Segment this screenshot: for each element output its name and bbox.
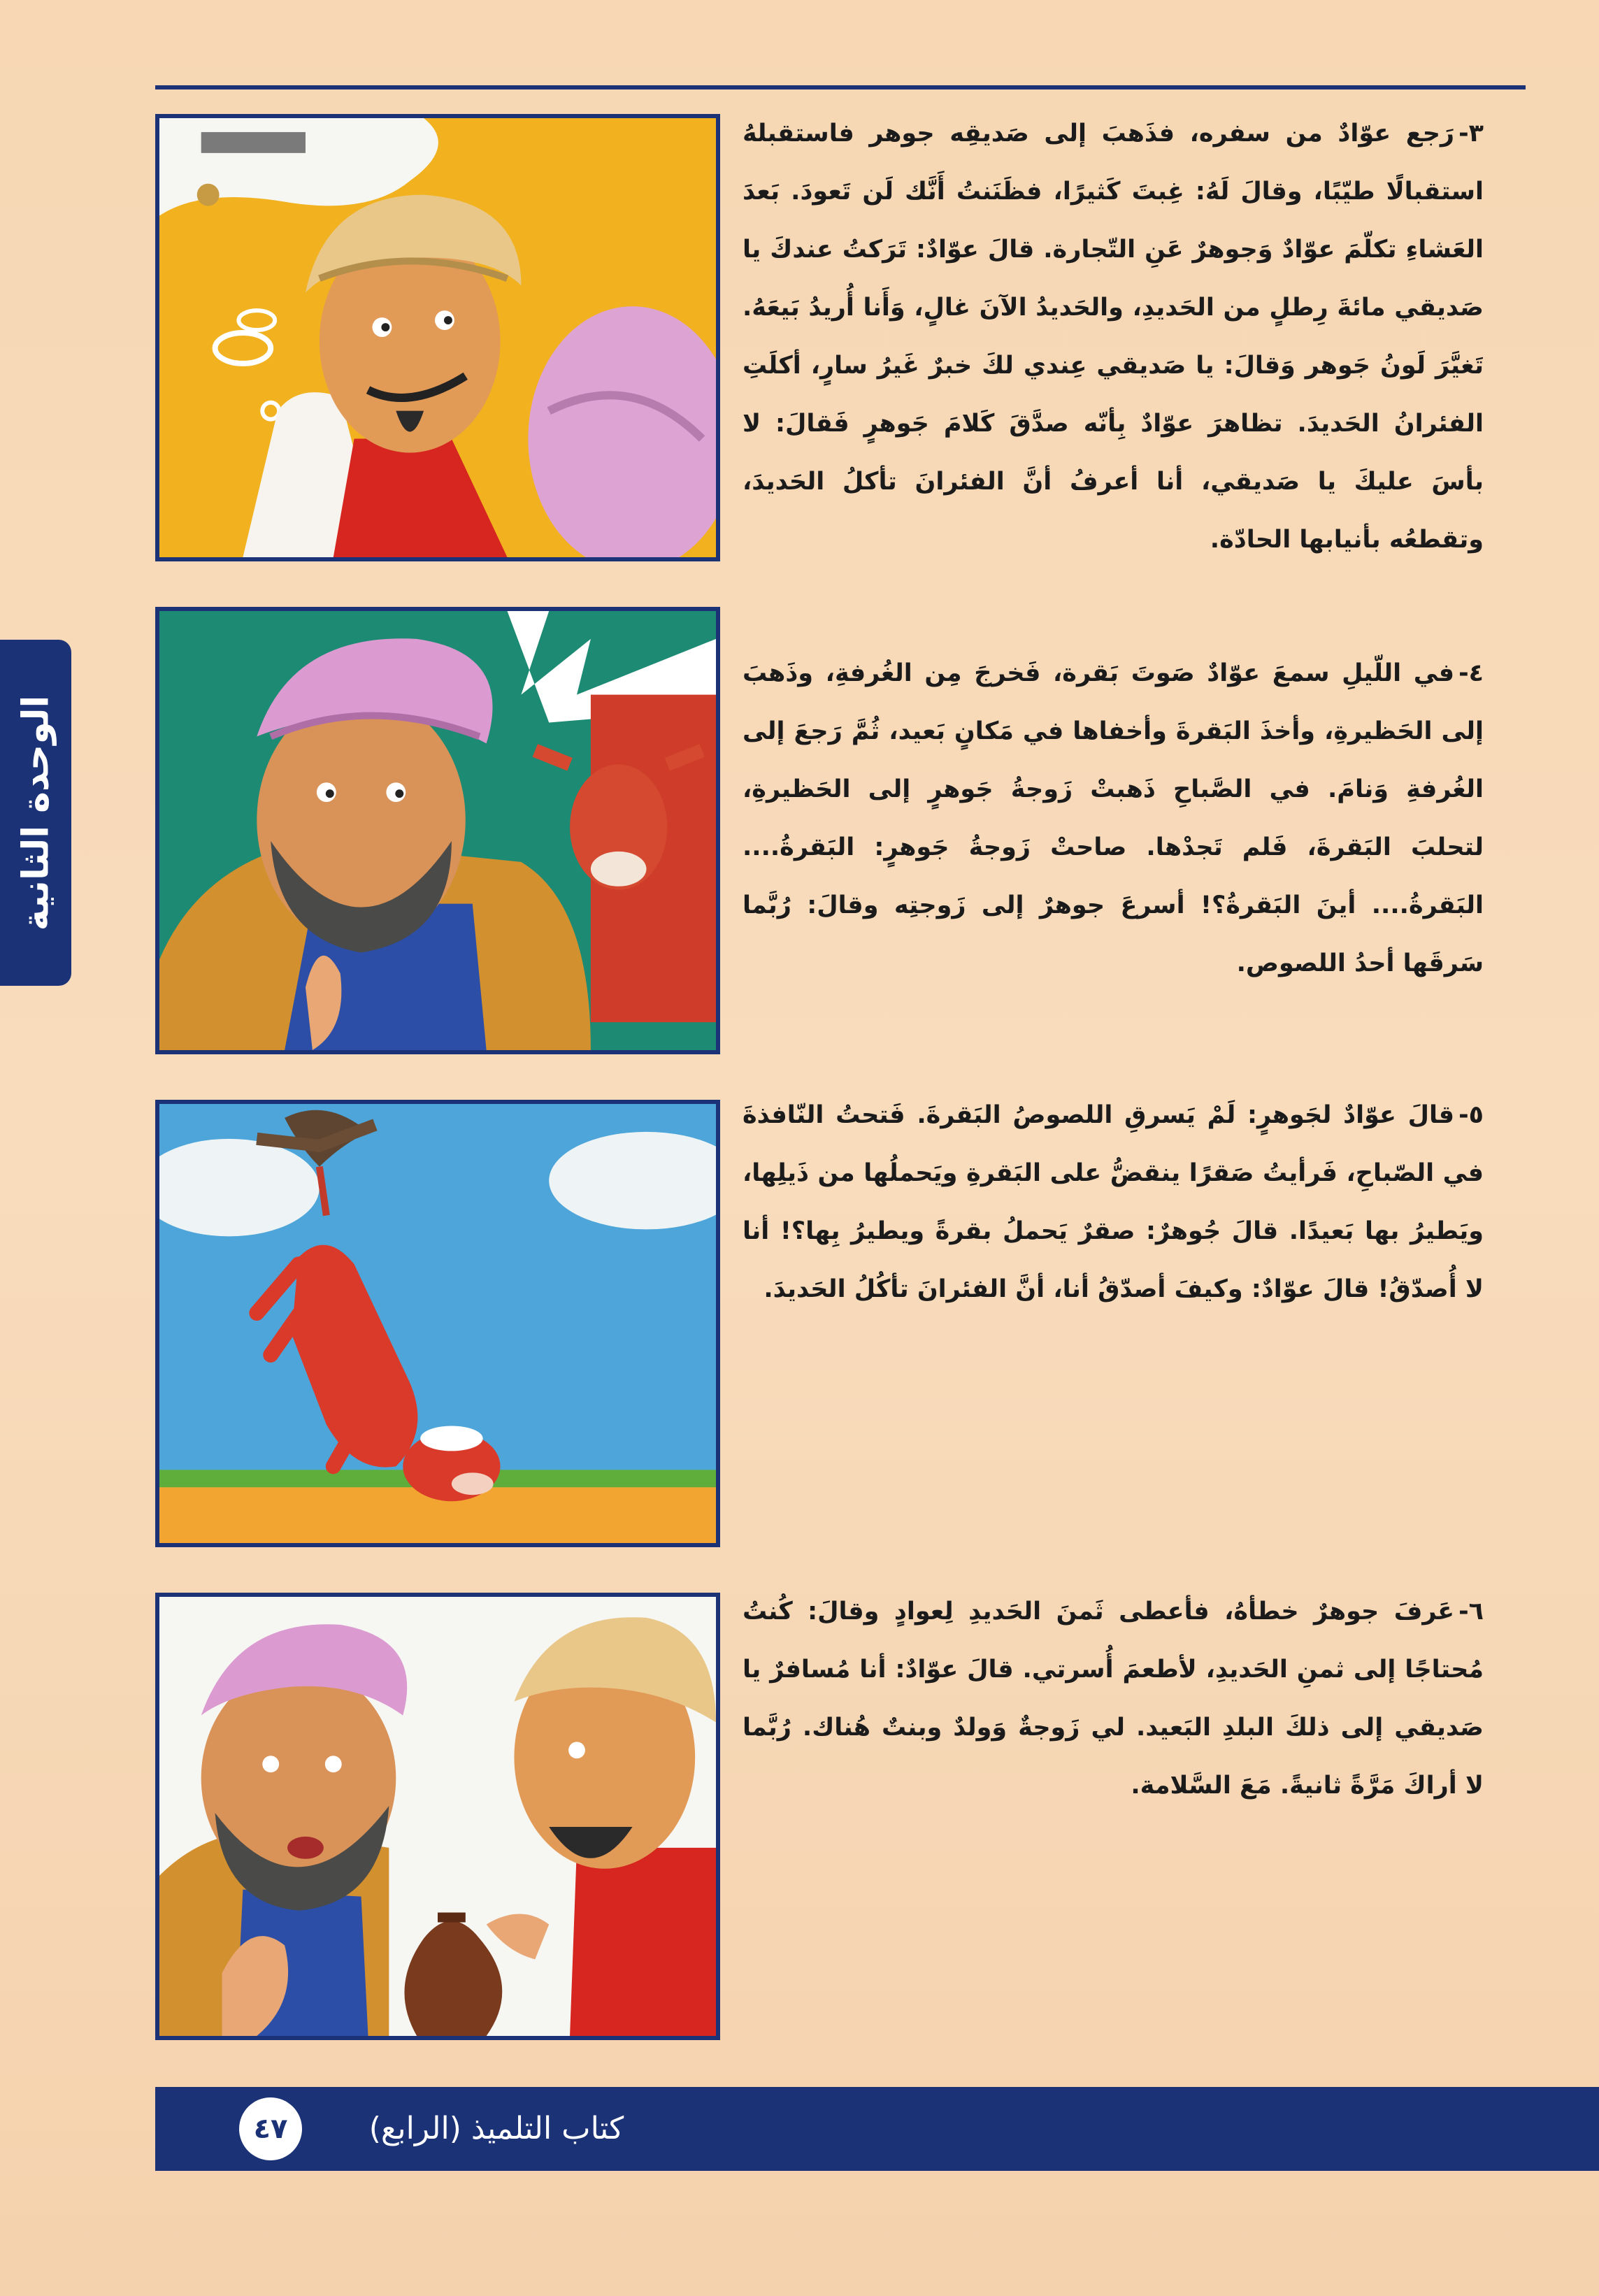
unit-side-tab [0, 640, 71, 986]
paragraph-text-3: رَجع عوّادٌ من سفره، فذَهبَ إلى صَديقِه جوهر فاستقبلهُ استقبالًا طيّبًا، وقالَ لَهُ: غِبتَ كَثيرًا، فظَنَنتُ أَنَّك لَن تَعودَ. بَعدَ العَشاءِ تكلّمَ عوّادٌ وَجوهرٌ عَنِ التّجارة. قالَ عوّادٌ: تَرَكتُ عندكَ يا صَديقي مائةَ رِطلٍ من الحَديدِ، والحَديدُ الآنَ غالٍ، وَأَنا أُريدُ بَيعَهُ. تَغيَّرَ لَونُ جَوهر وَقالَ: يا صَديقي عِندي لكَ خبرٌ غَيرُ سارٍ، أكلَتِ الفئرانُ الحَديدَ. تظاهرَ عوّادٌ بِأنّه صدَّقَ كَلامَ جَوهرٍ فَقالَ: لا بأسَ عليكَ يا صَديقي، أنا أعرفُ أنَّ الفئرانَ تأكلُ الحَديدَ، وتقطعُه بأنيابها الحادّة. [743, 120, 1484, 554]
illustration-panel-jawhar-pays-awad [155, 1593, 720, 2040]
illustration-panel-jawhar-and-cow [155, 607, 720, 1054]
jawhar-awad-conversation-illustration [159, 1597, 716, 2036]
story-paragraph-6 [743, 1583, 1484, 1815]
paragraph-number-6: ٦- [1458, 1598, 1484, 1626]
paragraph-number-3: ٣- [1458, 120, 1484, 148]
paragraph-text-4: في اللّيلِ سمعَ عوّادٌ صَوتَ بَقرة، فَخرجَ مِن الغُرفةِ، وذَهبَ إلى الحَظيرةِ، وأخذَ البَقرةَ وأخفاها في مَكانٍ بَعيد، ثُمَّ رَجعَ إلى الغُرفةِ وَنامَ. في الصَّباحِ ذَهبتْ زَوجةُ جَوهرٍ إلى الحَظيرةِ، لتحلبَ البَقرةَ، فَلم تَجدْها. صاحتْ زَوجةُ جَوهرٍ: البَقرةُ.... البَقرةُ.... أينَ البَقرةُ؟! أسرعَ جوهرٌ إلى زَوجتِه وقالَ: رُبَّما سَرقَها أحدُ اللصوص. [743, 659, 1484, 977]
paragraph-number-5: ٥- [1458, 1101, 1484, 1129]
story-paragraph-5 [743, 1086, 1484, 1319]
illustration-panel-hawk-carrying-cow [155, 1100, 720, 1547]
page-number-badge [239, 2097, 302, 2160]
paragraph-text-5: قالَ عوّادٌ لجَوهرٍ: لَمْ يَسرقِ اللصوصُ البَقرةَ. فَتحتُ النّافذةَ في الصّباحِ، فَرأيتُ صَقرًا ينقضُّ على البَقرةِ ويَحملُها من ذَيلِها، ويَطيرُ بها بَعيدًا. قالَ جُوهرٌ: صقرٌ يَحملُ بقرةً ويطيرُ بِها؟! أنا لا أُصدّقُ! قالَ عوّادٌ: وكيفَ أصدّقُ أنا، أنَّ الفئرانَ تأكُلُ الحَديدَ. [743, 1101, 1484, 1303]
jawhar-cow-illustration [159, 611, 716, 1050]
top-rule [155, 85, 1526, 89]
page-number: ٤٧ [253, 2113, 288, 2145]
hawk-cow-illustration [159, 1104, 716, 1543]
paragraph-text-6: عَرفَ جوهرٌ خطأهُ، فأعطى ثَمنَ الحَديدِ لِعوادٍ وقالَ: كُنتُ مُحتاجًا إلى ثمنِ الحَديدِ، لأطعمَ أُسرتي. قالَ عوّادٌ: أنا مُسافرٌ يا صَديقي إلى ذلكَ البلدِ البَعيد. لي زَوجةٌ وَولدٌ وبنتٌ هُناك. رُبَّما لا أراكَ مَرَّةً ثانيةً. مَعَ السَّلامة. [743, 1598, 1484, 1800]
unit-side-tab-label: الوحدة الثانية [15, 695, 57, 931]
paragraph-number-4: ٤- [1458, 659, 1484, 687]
footer-book-title: كتاب التلميذ (الرابع) [368, 2111, 624, 2146]
story-paragraph-4 [743, 645, 1484, 993]
story-paragraph-3 [743, 105, 1484, 569]
awad-thinking-illustration [159, 118, 716, 557]
illustration-panel-awad-thinking [155, 114, 720, 561]
